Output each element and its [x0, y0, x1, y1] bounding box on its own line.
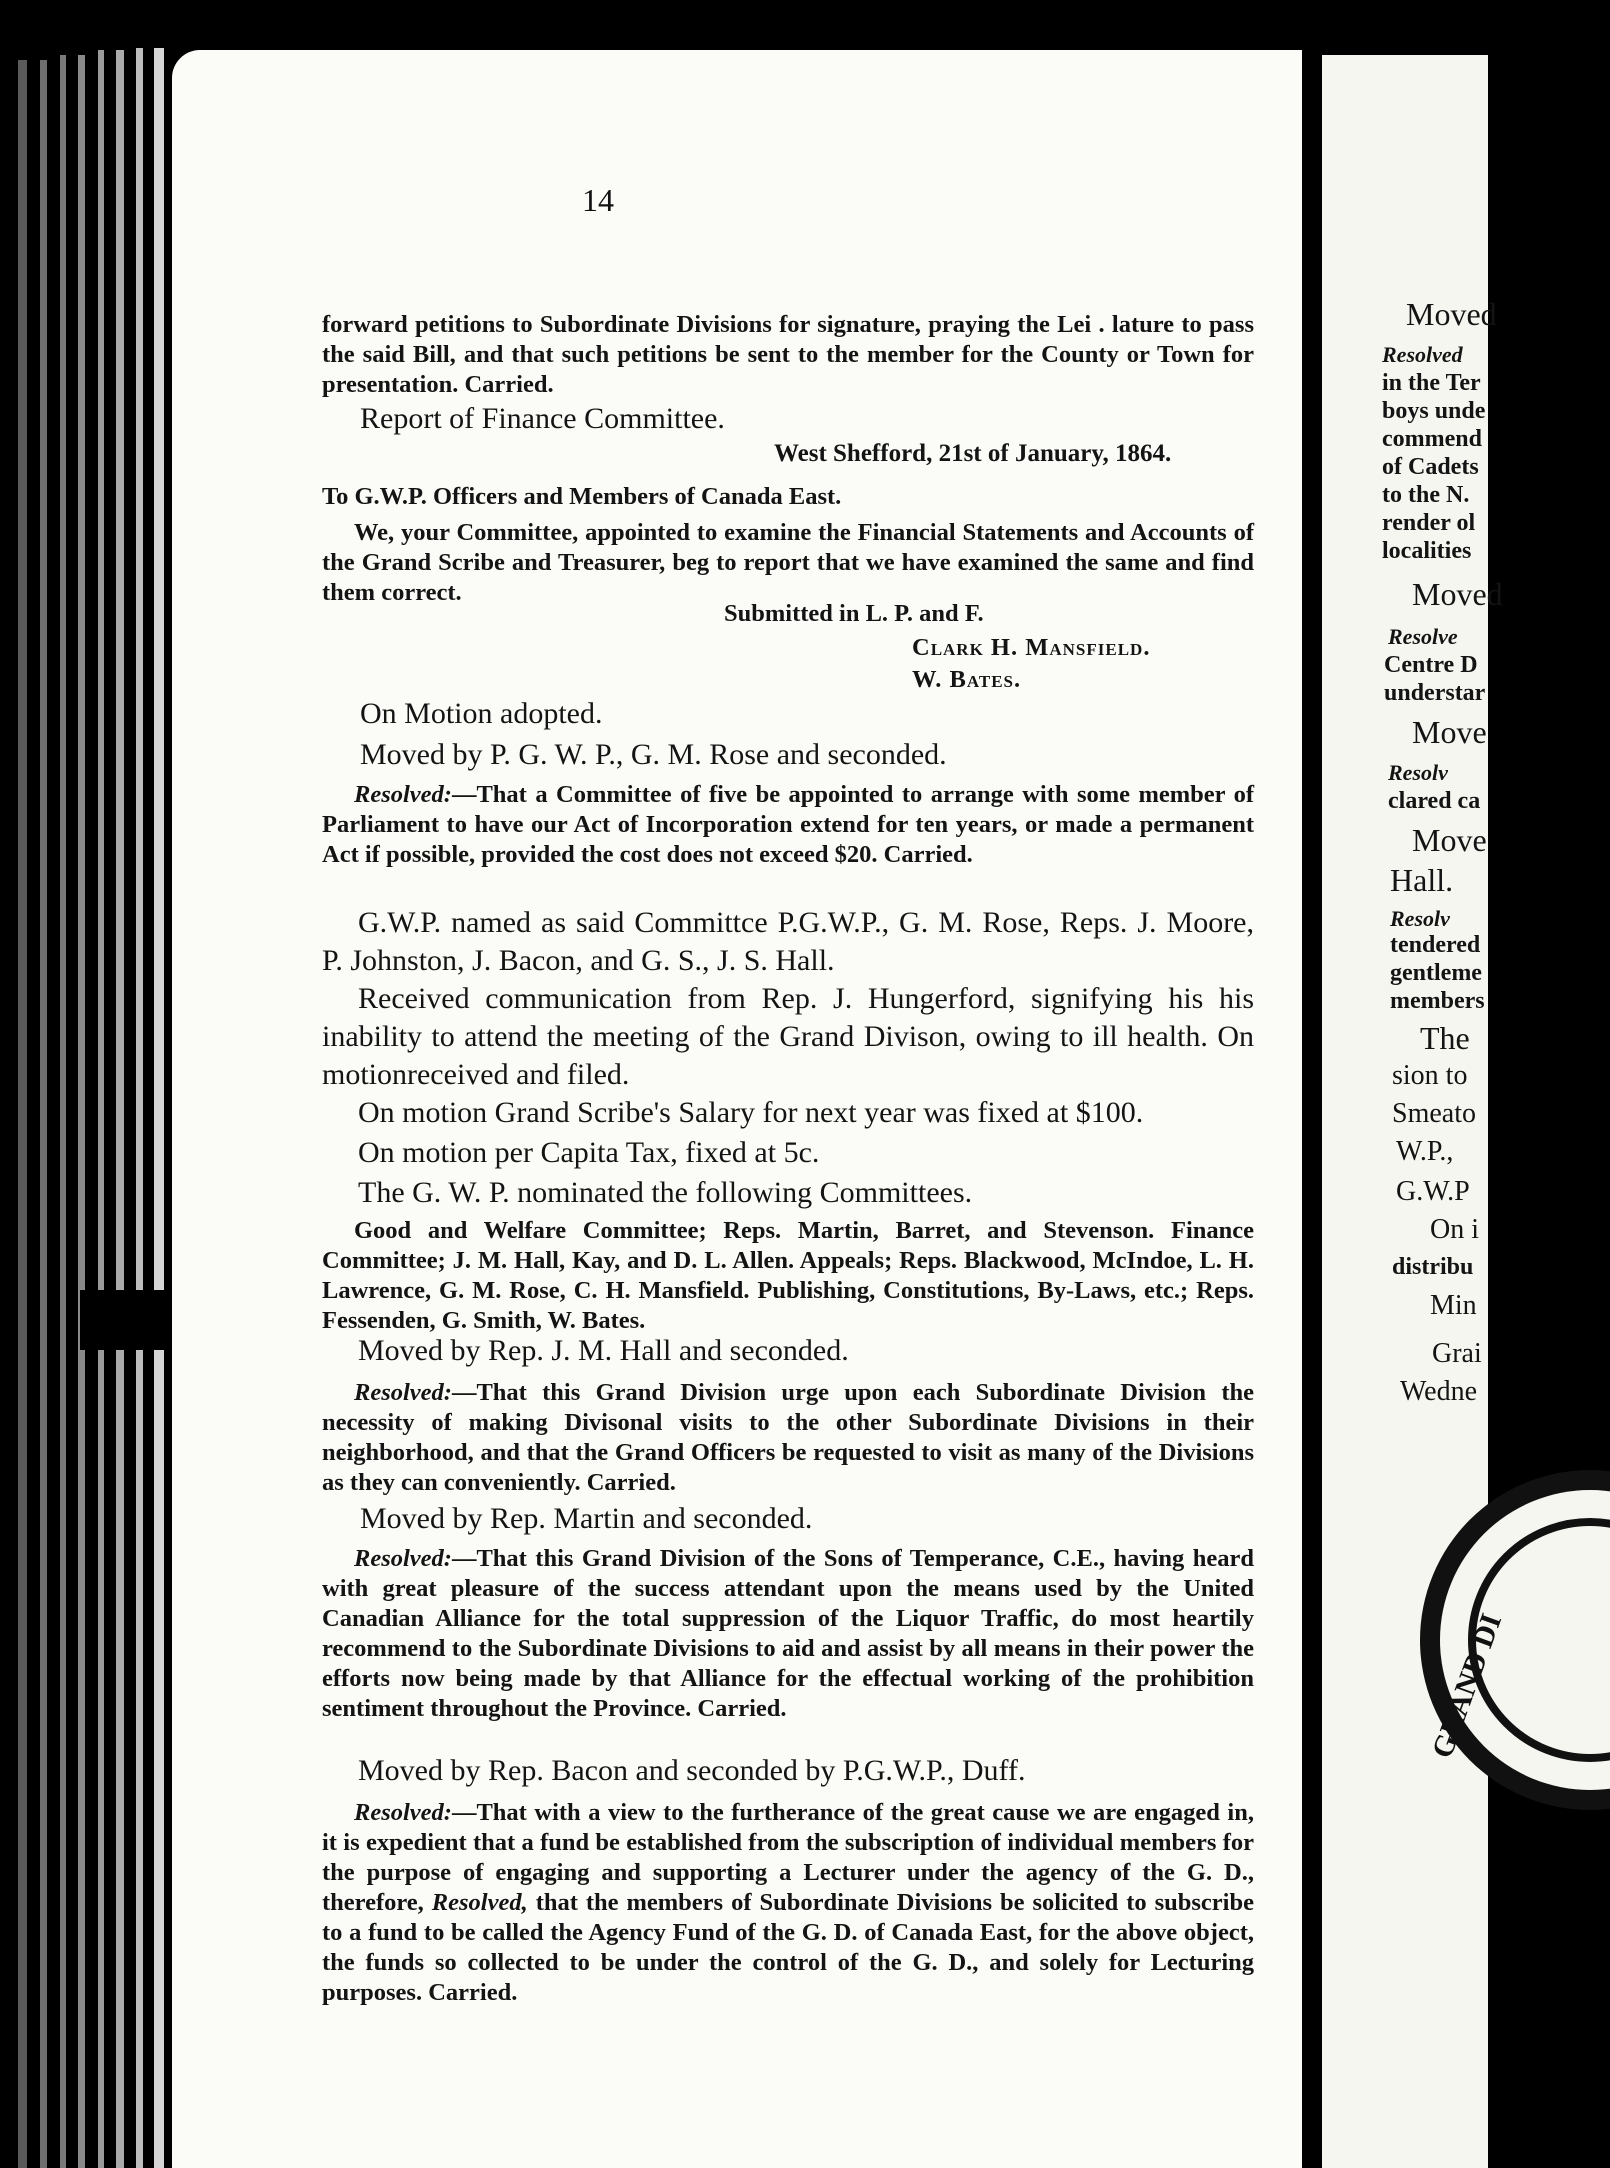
moved-hall: Moved by Rep. J. M. Hall and seconded. — [358, 1334, 849, 1367]
rp-line: The — [1420, 1020, 1470, 1056]
hungerford-communication: Received communication from Rep. J. Hungerford, signifying his his inability to attend the meeting of the Grand Divison, owing to ill health. On motionreceived and filed. — [322, 982, 1254, 1091]
rp-line: Moved — [1412, 576, 1503, 612]
rp-line: Move — [1412, 822, 1487, 858]
rp-line: Centre D — [1384, 652, 1478, 678]
seal-text: GRAND DI — [1425, 1609, 1509, 1763]
rp-line: in the Ter — [1382, 370, 1481, 396]
resolution-incorporation — [322, 780, 1254, 870]
rp-line: gentleme — [1390, 960, 1482, 986]
salary-motion: On motion Grand Scribe's Salary for next year was fixed at $100. — [358, 1096, 1144, 1129]
rp-line: tendered — [1390, 932, 1481, 958]
resolution-agency-fund — [322, 1798, 1254, 2008]
rp-line: understar — [1384, 680, 1486, 706]
finance-dateline: West Shefford, 21st of January, 1864. — [774, 440, 1172, 467]
rp-line: On i — [1430, 1214, 1479, 1245]
rp-line: Moved — [1406, 296, 1497, 332]
rp-line: Smeato — [1392, 1098, 1476, 1129]
rp-line: commend — [1382, 426, 1482, 452]
resolution-text: —That a Committee of five be appointed to arrange with some member of Parliament to have our Act of Incorporation extend for ten years, or made a permanent Act if possible, provided the cost does not exceed $20. Carried. — [322, 781, 1254, 868]
committee-list: Good and Welfare Committee; Reps. Martin, Barret, and Stevenson. Finance Committee; J. M. Hall, Kay, and D. L. Allen. Appeals; Reps. Blackwood, McIndoe, L. H. Lawrence, G. M. Rose, C. H. Mansfield. Publishing, Constitutions, By-Laws, etc.; Reps. Fessenden, G. Smith, W. Bates. — [322, 1217, 1254, 1334]
book-page-edges — [0, 0, 175, 2168]
resolved-label: Resolved: — [354, 781, 452, 808]
resolution-text: —That this Grand Division urge upon each Subordinate Division the necessity of making Divisonal visits to the other Subordinate Divisions in their neighborhood, and that the Grand Officers be requested to visit as many of the Divisions as they can conveniently. Carried. — [322, 1379, 1254, 1496]
rp-line: Move — [1412, 714, 1487, 750]
finance-addressee: To G.W.P. Officers and Members of Canada East. — [322, 483, 842, 510]
resolution-text: —That this Grand Division of the Sons of Temperance, C.E., having heard with great pleasure of the success attendant upon the means used by the United Canadian Alliance for the total suppression of the Liquor Traffic, do most heartily recommend to the Subordinate Divisions to aid and assist by all means in their power the efforts now being made by that Alliance for the effectual working of the prohibition sentiment throughout the Province. Carried. — [322, 1545, 1254, 1722]
rp-line: G.W.P — [1396, 1176, 1470, 1207]
moved-bacon: Moved by Rep. Bacon and seconded by P.G.W.P., Duff. — [358, 1754, 1026, 1787]
moved-martin: Moved by Rep. Martin and seconded. — [360, 1502, 813, 1535]
rp-line: Resolve — [1388, 624, 1458, 649]
motion-adopted: On Motion adopted. — [360, 697, 603, 730]
moved-rose: Moved by P. G. W. P., G. M. Rose and seconded. — [360, 738, 947, 771]
rp-line: Resolv — [1388, 760, 1448, 785]
rp-line: localities — [1382, 538, 1472, 564]
rp-line: boys unde — [1382, 398, 1486, 424]
rp-line: render ol — [1382, 510, 1476, 536]
rp-line: sion to — [1392, 1060, 1468, 1091]
paragraph-petitions: forward petitions to Subordinate Divisions for signature, praying the Lei . lature to pass the said Bill, and that such petitions be sent to the member for the County or Town for presentation. Carried. — [322, 311, 1254, 398]
resolution-visits — [322, 1378, 1254, 1498]
grand-division-seal — [1390, 1460, 1610, 1820]
resolved-inline: Resolved, — [431, 1889, 528, 1916]
rp-line: Resolv — [1390, 906, 1450, 931]
rp-line: Resolved — [1382, 342, 1463, 367]
rp-line: distribu — [1392, 1254, 1474, 1280]
rp-line: of Cadets — [1382, 454, 1479, 480]
rp-line: members — [1390, 988, 1485, 1014]
finance-signature-1: Clark H. Mansfield. — [912, 634, 1151, 661]
committee-named: G.W.P. named as said Committce P.G.W.P., G. M. Rose, Reps. J. Moore, P. Johnston, J. Bacon, and G. S., J. S. Hall. — [322, 906, 1254, 977]
resolution-text-continued: that the members of Subordinate Divisions be solicited to subscribe to a fund to be called the Agency Fund of the G. D. of Canada East, for the above object, the funds so collected to be under the control of the G. D., and solely for Lecturing purposes. Carried. — [322, 1889, 1254, 2006]
resolved-label: Resolved: — [354, 1379, 452, 1406]
resolved-label: Resolved: — [354, 1799, 452, 1826]
finance-heading: Report of Finance Committee. — [360, 402, 725, 435]
rp-line: Wedne — [1400, 1376, 1478, 1407]
finance-submitted: Submitted in L. P. and F. — [724, 600, 984, 627]
rp-line: W.P., — [1396, 1136, 1454, 1167]
capita-tax-motion: On motion per Capita Tax, fixed at 5c. — [358, 1136, 820, 1169]
rp-line: Hall. — [1390, 862, 1454, 898]
nominated-committees: The G. W. P. nominated the following Committees. — [358, 1176, 973, 1209]
finance-signature-2: W. Bates. — [912, 666, 1022, 693]
rp-line: Min — [1430, 1290, 1477, 1321]
resolution-text: —That with a view to the furtherance of the great cause we are engaged in, it is expedient that a fund be established from the subscription of individual members for the purpose of engaging and supporting a Lecturer under the agency of the G. D., therefore, — [322, 1799, 1254, 1916]
page-number: 14 — [582, 182, 614, 218]
resolved-label: Resolved: — [354, 1545, 452, 1572]
finance-body: We, your Committee, appointed to examine the Financial Statements and Accounts of the Grand Scribe and Treasurer, beg to report that we have examined the same and find them correct. — [322, 519, 1254, 606]
resolution-alliance — [322, 1544, 1254, 1724]
rp-line: clared ca — [1388, 788, 1481, 814]
rp-line: to the N. — [1382, 482, 1470, 508]
rp-line: Grai — [1432, 1338, 1482, 1369]
